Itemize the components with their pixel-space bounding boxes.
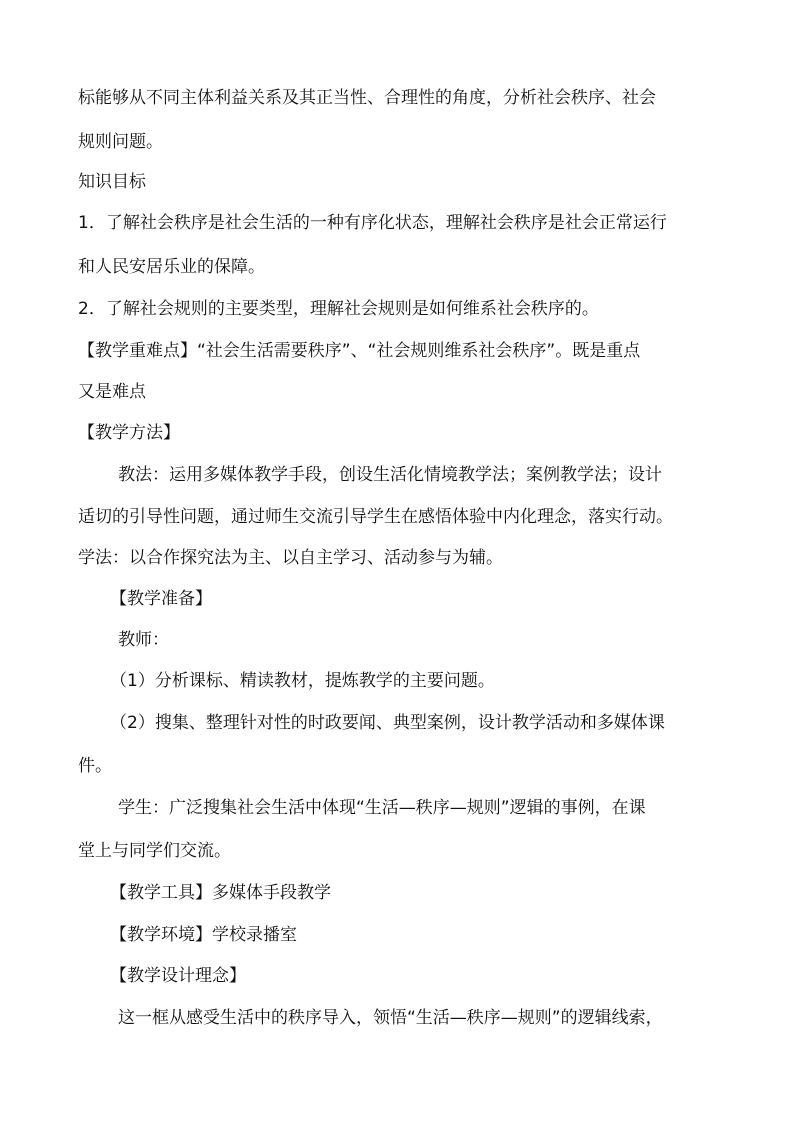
list-item-2: 2．了解社会规则的主要类型，理解社会规则是如何维系社会秩序的。 (78, 299, 599, 319)
teaching-tools-line: 【教学工具】多媒体手段教学 (110, 883, 331, 903)
preparation-item-1: （1）分析课标、精读教材，提炼教学的主要问题。 (110, 671, 495, 691)
list-item-1: 1．了解社会秩序是社会生活的一种有序化状态，理解社会秩序是社会正常运行 (78, 213, 667, 233)
student-preparation-line: 学生：广泛搜集社会生活中体现“生活—秩序—规则”逻辑的事例，在课 (118, 798, 646, 818)
section-heading-design-concept: 【教学设计理念】 (110, 966, 246, 986)
section-heading-teaching-methods: 【教学方法】 (78, 423, 180, 443)
preparation-item-2-cont: 件。 (78, 756, 112, 776)
preparation-item-2: （2）搜集、整理针对性的时政要闻、典型案例，设计教学活动和多媒体课 (110, 713, 665, 733)
teaching-environment-line: 【教学环境】学校录播室 (110, 925, 297, 945)
teaching-method-line: 教法：运用多媒体教学手段，创设生活化情境教学法；案例教学法；设计 (118, 465, 662, 485)
section-heading-knowledge-goals: 知识目标 (78, 172, 146, 192)
list-item-1-cont: 和人民安居乐业的保障。 (78, 257, 265, 277)
key-difficult-points: 【教学重难点】“社会生活需要秩序”、“社会规则维系社会秩序”。既是重点 (78, 341, 641, 361)
design-concept-line: 这一框从感受生活中的秩序导入，领悟“生活—秩序—规则”的逻辑线索， (118, 1008, 663, 1028)
body-line-2: 规则问题。 (78, 132, 163, 152)
section-heading-preparation: 【教学准备】 (110, 589, 212, 609)
student-preparation-line-cont: 堂上与同学们交流。 (78, 841, 231, 861)
teaching-method-line-cont: 适切的引导性问题，通过师生交流引导学生在感悟体验中内化理念，落实行动。 (78, 507, 673, 527)
body-line-1: 标能够从不同主体利益关系及其正当性、合理性的角度，分析社会秩序、社会 (78, 88, 656, 108)
teacher-label: 教师： (118, 630, 169, 650)
learning-method-line: 学法：以合作探究法为主、以自主学习、活动参与为辅。 (78, 548, 503, 568)
key-difficult-points-cont: 又是难点 (78, 382, 146, 402)
